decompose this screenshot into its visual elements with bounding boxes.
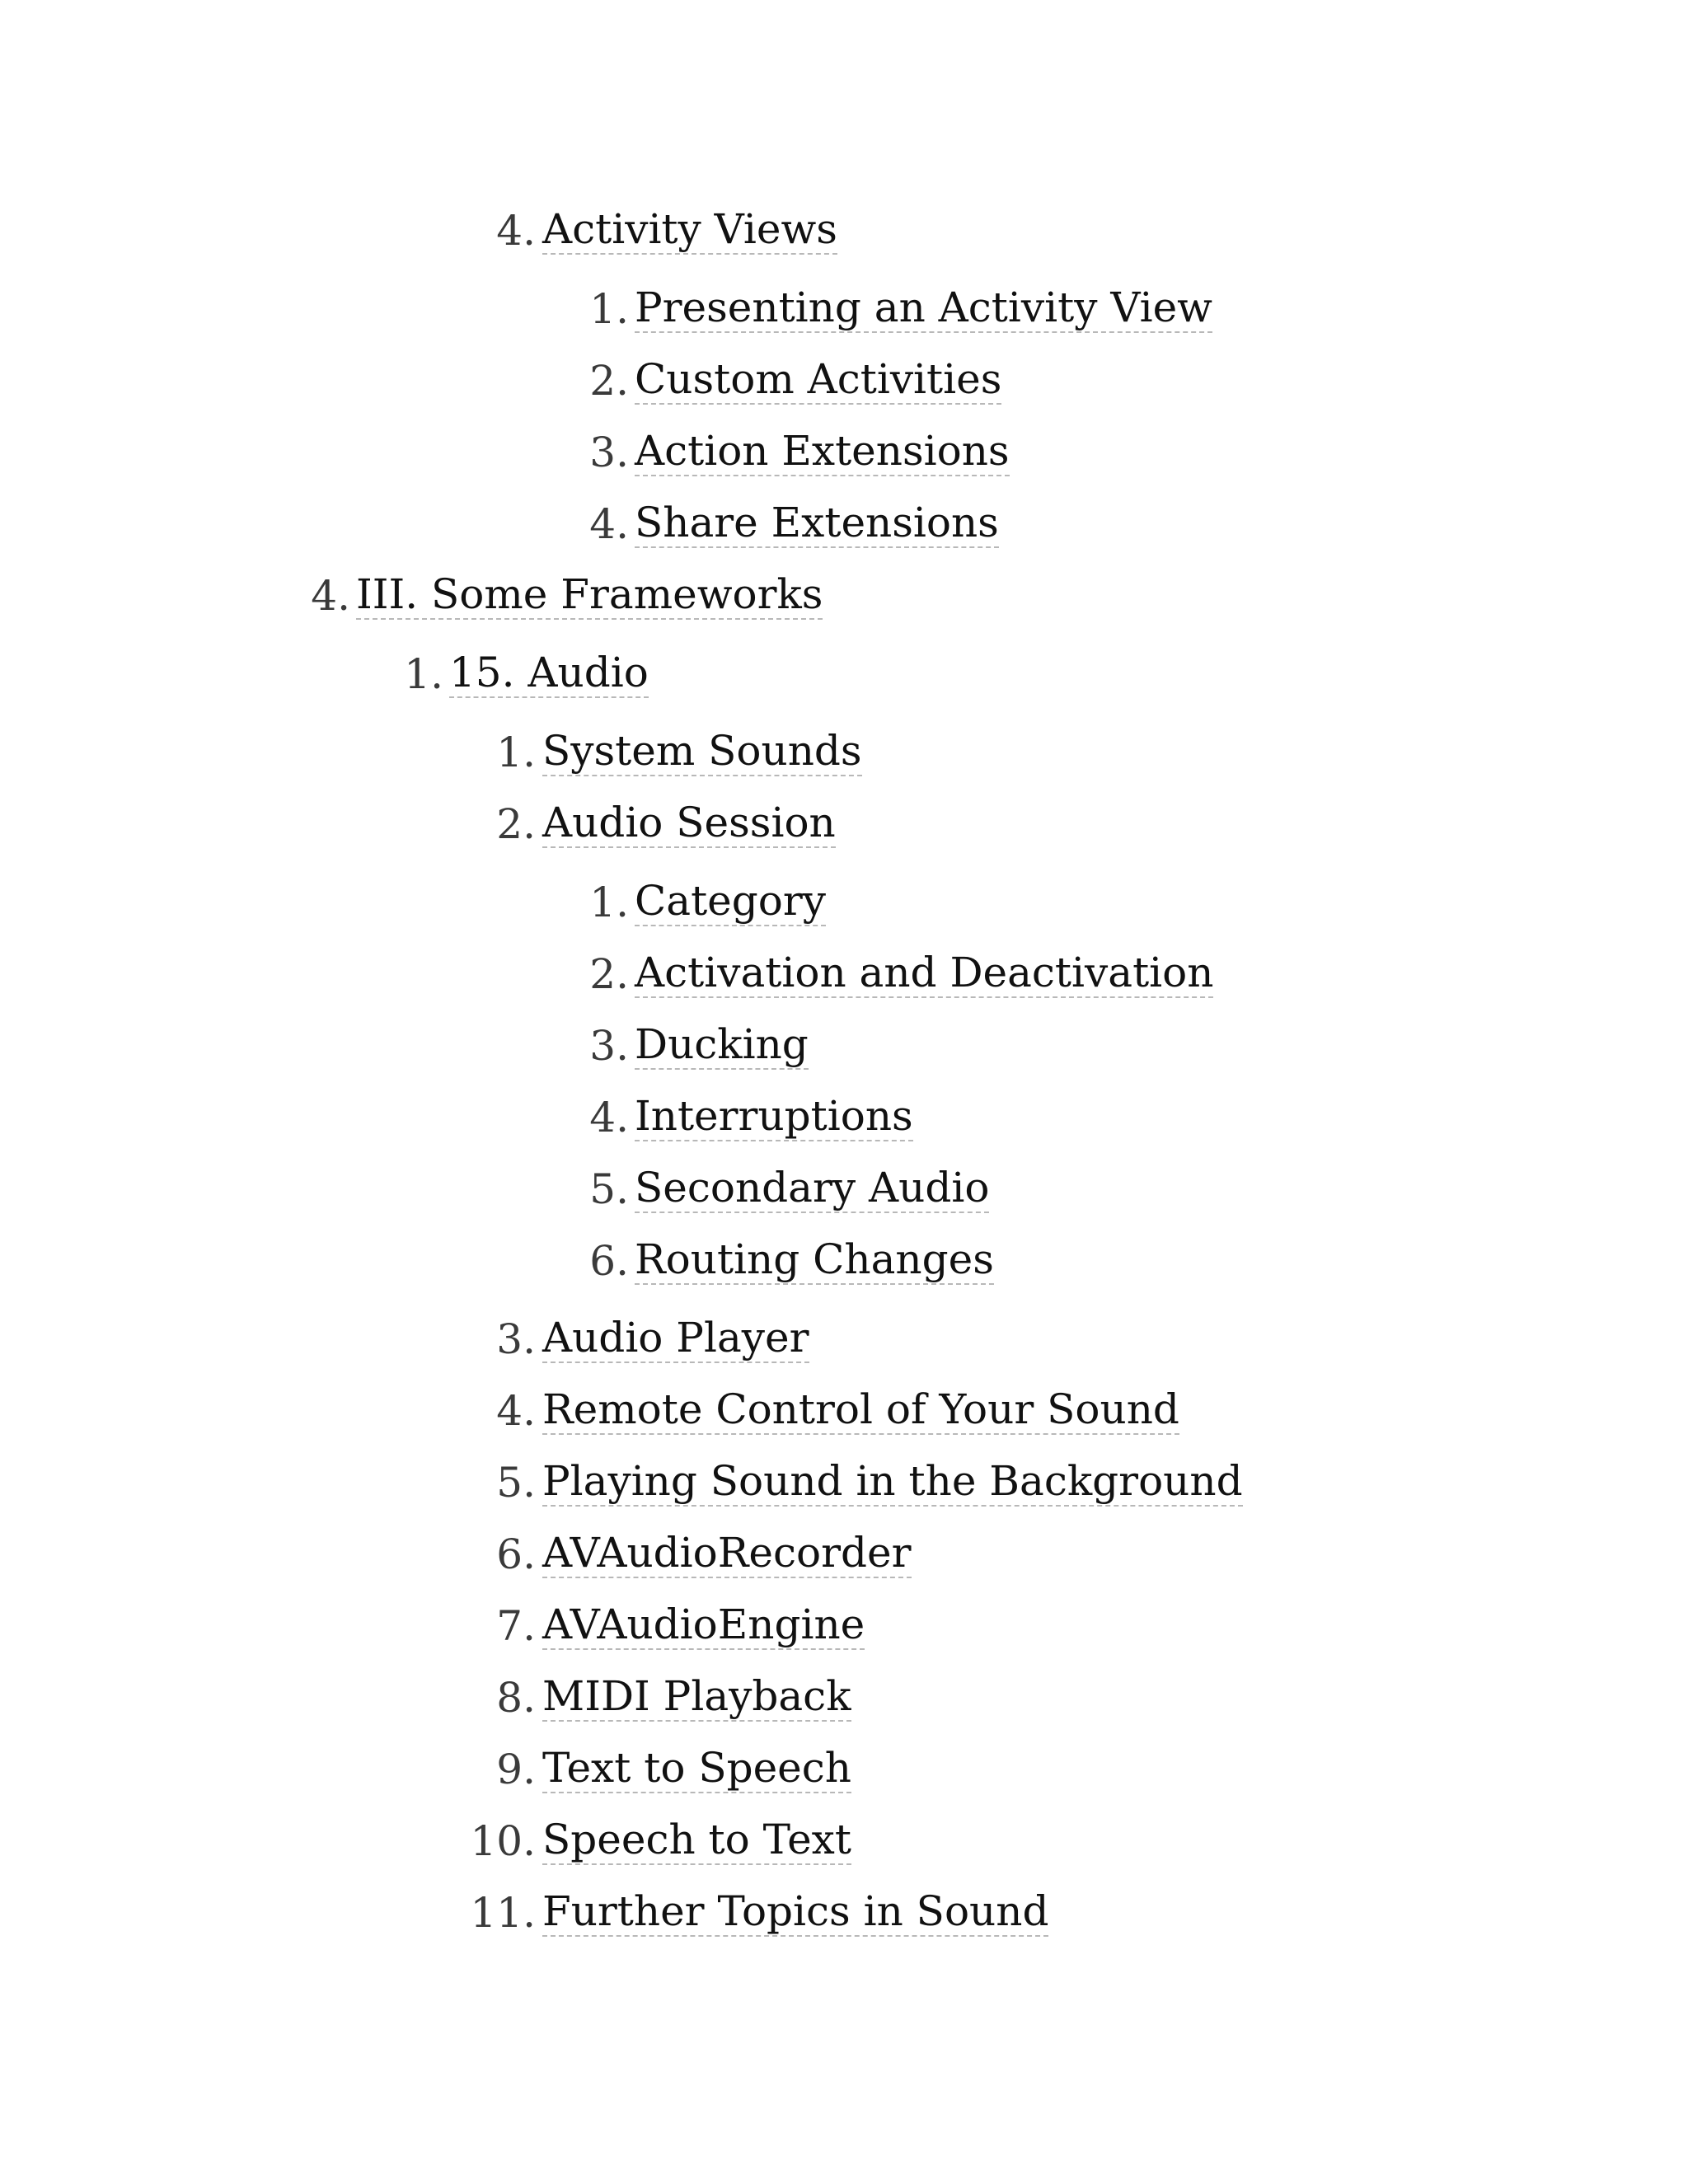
toc-item-number: 4.	[496, 1387, 536, 1435]
toc-item-share-extensions	[0, 499, 1688, 549]
toc-link-custom-activities[interactable]: Custom Activities	[635, 355, 1002, 403]
toc-item-playing-background	[0, 1458, 1688, 1507]
toc-link-audio-session[interactable]: Audio Session	[542, 799, 836, 846]
toc-item-category	[0, 878, 1688, 927]
toc-link-presenting-activity-view[interactable]: Presenting an Activity View	[635, 284, 1212, 331]
toc-item-number: 1.	[404, 650, 443, 698]
toc-item-number: 9.	[496, 1746, 536, 1793]
toc-item-number: 2.	[496, 800, 536, 848]
toc-link-speech-to-text[interactable]: Speech to Text	[542, 1816, 851, 1863]
toc-item-midi-playback	[0, 1673, 1688, 1722]
toc-item-avaudioengine	[0, 1601, 1688, 1651]
toc-link-routing-changes[interactable]: Routing Changes	[635, 1235, 994, 1283]
toc-item-custom-activities	[0, 356, 1688, 405]
toc-item-text-to-speech	[0, 1745, 1688, 1794]
toc-item-audio-chapter	[0, 649, 1688, 699]
toc-item-number: 4.	[311, 572, 350, 620]
toc-item-number: 1.	[589, 879, 629, 926]
toc-link-remote-control[interactable]: Remote Control of Your Sound	[542, 1385, 1179, 1433]
toc-item-audio-player	[0, 1315, 1688, 1364]
toc-link-further-topics[interactable]: Further Topics in Sound	[542, 1887, 1049, 1935]
toc-link-activation-deactivation[interactable]: Activation and Deactivation	[635, 949, 1214, 996]
toc-item-number: 2.	[589, 357, 629, 405]
toc-link-secondary-audio[interactable]: Secondary Audio	[635, 1164, 990, 1212]
toc-item-number: 3.	[589, 429, 629, 476]
toc-item-number: 11.	[470, 1889, 536, 1937]
toc-item-number: 8.	[496, 1674, 536, 1722]
toc-link-avaudioengine[interactable]: AVAudioEngine	[542, 1601, 865, 1648]
toc-item-speech-to-text	[0, 1816, 1688, 1866]
toc-item-number: 1.	[589, 285, 629, 333]
toc-item-remote-control	[0, 1386, 1688, 1436]
toc-item-ducking	[0, 1021, 1688, 1071]
toc-link-audio-player[interactable]: Audio Player	[542, 1314, 809, 1361]
toc-item-number: 3.	[496, 1315, 536, 1363]
toc-item-number: 6.	[589, 1237, 629, 1285]
toc-item-action-extensions	[0, 428, 1688, 477]
toc-item-secondary-audio	[0, 1165, 1688, 1214]
toc-item-activity-views	[0, 206, 1688, 255]
toc-link-ducking[interactable]: Ducking	[635, 1020, 809, 1068]
toc-item-avaudiorecorder	[0, 1530, 1688, 1579]
toc-item-routing-changes	[0, 1236, 1688, 1286]
toc-link-playing-background[interactable]: Playing Sound in the Background	[542, 1457, 1243, 1505]
toc-item-audio-session	[0, 799, 1688, 849]
toc-link-some-frameworks[interactable]: III. Some Frameworks	[356, 570, 823, 618]
toc-item-number: 3.	[589, 1022, 629, 1070]
toc-link-activity-views[interactable]: Activity Views	[542, 205, 837, 253]
toc-link-avaudiorecorder[interactable]: AVAudioRecorder	[542, 1529, 912, 1577]
toc-item-number: 7.	[496, 1602, 536, 1650]
toc-item-interruptions	[0, 1093, 1688, 1142]
toc-item-number: 2.	[589, 950, 629, 998]
toc-item-number: 1.	[496, 729, 536, 776]
toc-link-text-to-speech[interactable]: Text to Speech	[542, 1744, 851, 1792]
toc-item-number: 5.	[589, 1165, 629, 1213]
toc-item-number: 6.	[496, 1530, 536, 1578]
toc-link-action-extensions[interactable]: Action Extensions	[635, 427, 1010, 475]
toc-link-midi-playback[interactable]: MIDI Playback	[542, 1672, 851, 1720]
toc-item-system-sounds	[0, 728, 1688, 777]
toc-link-share-extensions[interactable]: Share Extensions	[635, 499, 999, 546]
toc-item-number: 5.	[496, 1459, 536, 1507]
toc-item-number: 4.	[589, 1094, 629, 1141]
toc-item-some-frameworks	[0, 571, 1688, 621]
toc-item-number: 10.	[470, 1817, 536, 1865]
toc-link-audio-chapter[interactable]: 15. Audio	[449, 649, 649, 696]
toc-item-further-topics	[0, 1888, 1688, 1938]
toc-link-system-sounds[interactable]: System Sounds	[542, 727, 862, 775]
toc-link-category[interactable]: Category	[635, 877, 827, 925]
toc-link-interruptions[interactable]: Interruptions	[635, 1092, 913, 1140]
toc-item-activation-deactivation	[0, 949, 1688, 999]
toc-item-number: 4.	[496, 207, 536, 255]
toc-item-presenting-activity-view	[0, 284, 1688, 334]
toc-item-number: 4.	[589, 500, 629, 548]
